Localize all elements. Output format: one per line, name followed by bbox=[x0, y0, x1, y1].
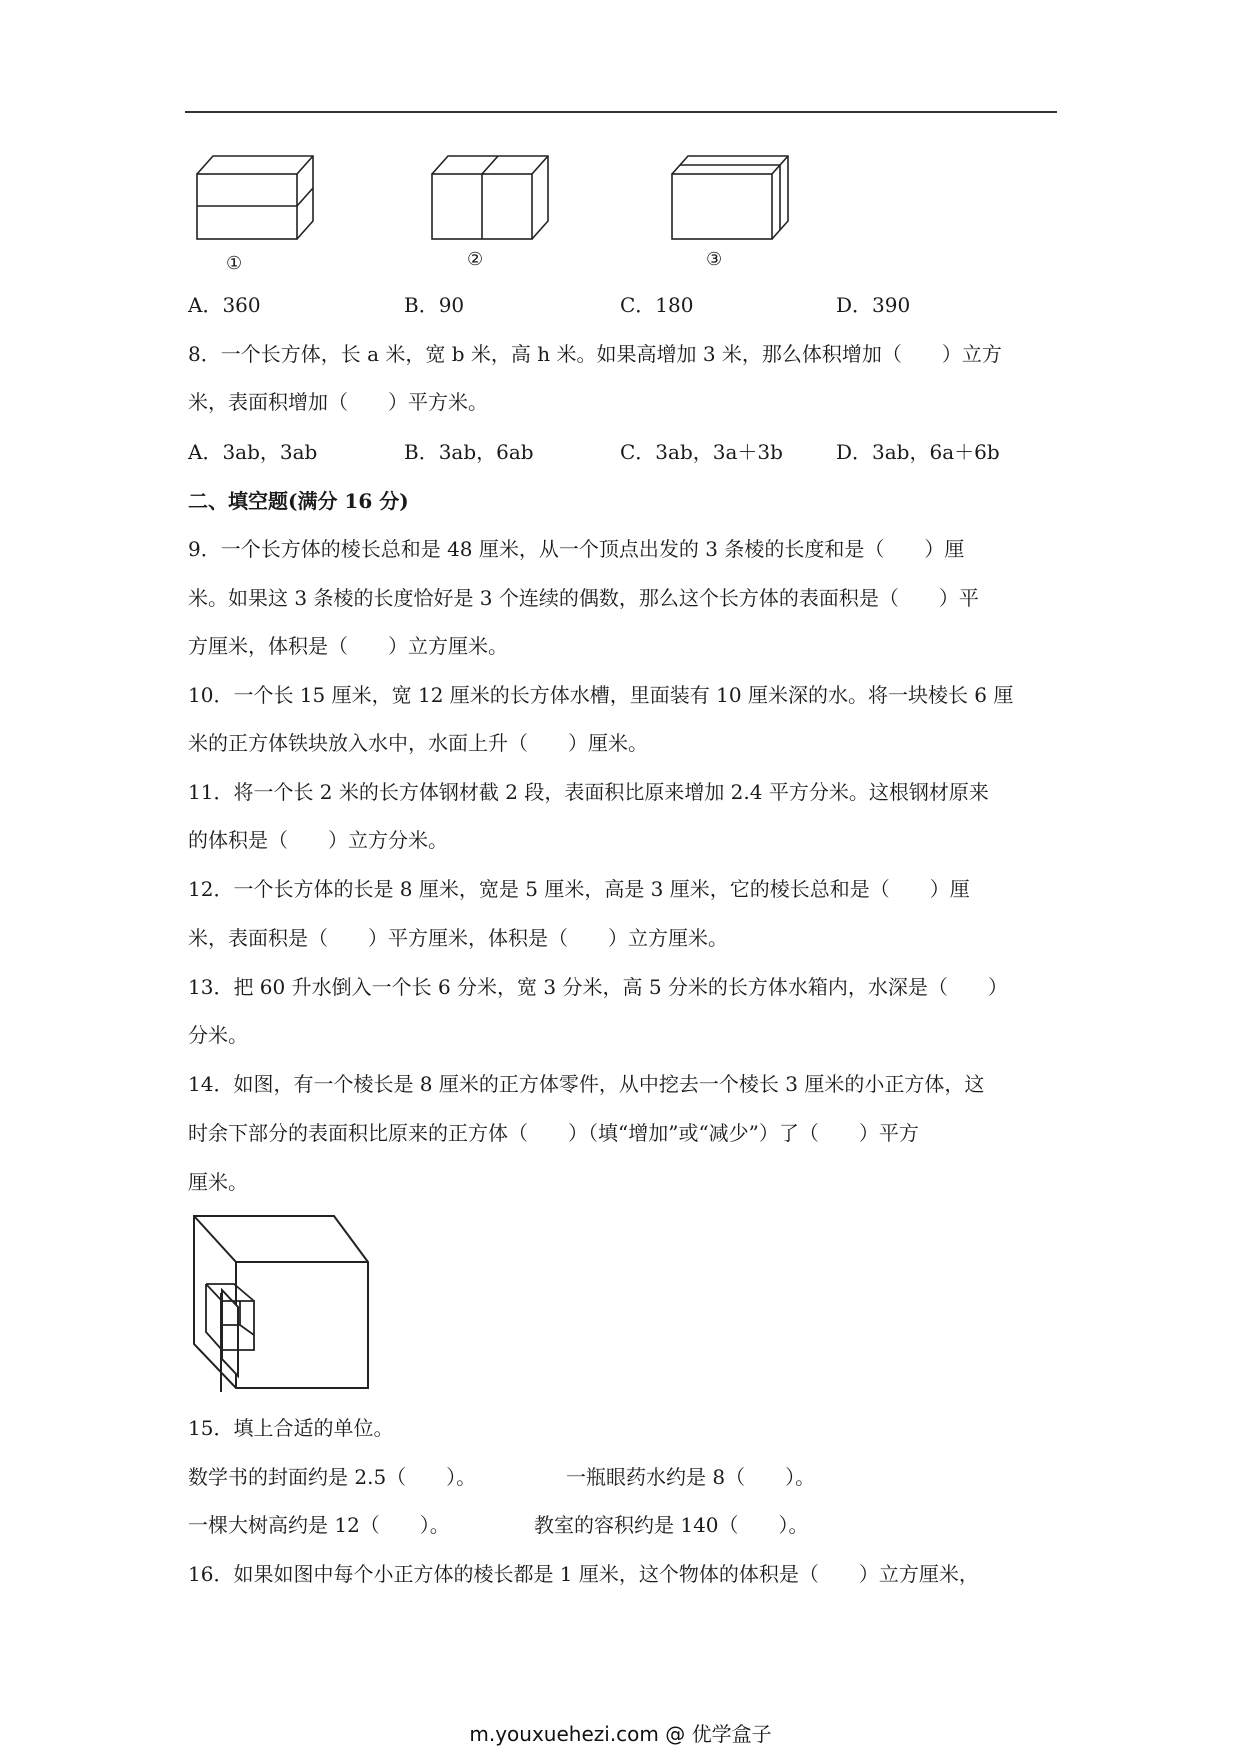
q13-line-1: 13．把 60 升水倒入一个长 6 分米，宽 3 分米，高 5 分米的长方体水箱内，水深是（ ） bbox=[188, 975, 1008, 999]
q7-option-d: D．390 bbox=[836, 293, 911, 317]
q15-item-b: 一瓶眼药水约是 8（ ）。 bbox=[566, 1465, 816, 1489]
q7-option-a: A．360 bbox=[188, 293, 261, 317]
figure-label-3: ③ bbox=[706, 249, 723, 270]
q16-line-1: 16．如果如图中每个小正方体的棱长都是 1 厘米，这个物体的体积是（ ）立方厘米， bbox=[188, 1562, 979, 1586]
q10-line-1: 10．一个长 15 厘米，宽 12 厘米的长方体水槽，里面装有 10 厘米深的水。将一块棱长 6 厘 bbox=[188, 683, 1014, 707]
q14-line-1: 14．如图，有一个棱长是 8 厘米的正方体零件，从中挖去一个棱长 3 厘米的小正方体，这 bbox=[188, 1072, 985, 1096]
q8-line-1: 8．一个长方体，长 a 米，宽 b 米，高 h 米。如果高增加 3 米，那么体积增加（ ）立方 bbox=[188, 342, 1002, 366]
q8-line-2: 米，表面积增加（ ）平方米。 bbox=[188, 390, 488, 414]
q9-line-1: 9．一个长方体的棱长总和是 48 厘米，从一个顶点出发的 3 条棱的长度和是（ ）厘 bbox=[188, 537, 965, 561]
box-figure-2 bbox=[430, 152, 550, 242]
q12-line-2: 米，表面积是（ ）平方厘米，体积是（ ）立方厘米。 bbox=[188, 926, 728, 950]
q15-line-1: 15．填上合适的单位。 bbox=[188, 1416, 394, 1440]
q12-line-1: 12．一个长方体的长是 8 厘米，宽是 5 厘米，高是 3 厘米，它的棱长总和是（ ）厘 bbox=[188, 877, 970, 901]
box-figure-3 bbox=[670, 152, 790, 242]
q8-option-c: C．3ab，3a＋3b bbox=[620, 440, 783, 464]
q10-line-2: 米的正方体铁块放入水中，水面上升（ ）厘米。 bbox=[188, 731, 648, 755]
q14-line-3: 厘米。 bbox=[188, 1170, 248, 1194]
q15-item-d: 教室的容积约是 140（ ）。 bbox=[534, 1513, 809, 1537]
q15-item-c: 一棵大树高约是 12（ ）。 bbox=[188, 1513, 450, 1537]
q8-option-d: D．3ab，6a＋6b bbox=[836, 440, 1000, 464]
figure-label-1: ① bbox=[226, 253, 243, 274]
q8-option-b: B．3ab，6ab bbox=[404, 440, 534, 464]
q8-option-a: A．3ab，3ab bbox=[188, 440, 318, 464]
q7-option-c: C．180 bbox=[620, 293, 694, 317]
header-rule bbox=[185, 111, 1057, 113]
q15-item-a: 数学书的封面约是 2.5（ ）。 bbox=[188, 1465, 477, 1489]
q11-line-2: 的体积是（ ）立方分米。 bbox=[188, 828, 448, 852]
cube-cutout-figure bbox=[192, 1210, 372, 1392]
figure-label-2: ② bbox=[467, 249, 484, 270]
q11-line-1: 11．将一个长 2 米的长方体钢材截 2 段，表面积比原来增加 2.4 平方分米。这根钢材原来 bbox=[188, 780, 989, 804]
section-2-title: 二、填空题(满分 16 分) bbox=[188, 489, 409, 513]
q7-option-b: B．90 bbox=[404, 293, 465, 317]
q9-line-3: 方厘米，体积是（ ）立方厘米。 bbox=[188, 634, 508, 658]
q9-line-2: 米。如果这 3 条棱的长度恰好是 3 个连续的偶数，那么这个长方体的表面积是（ ）平 bbox=[188, 586, 979, 610]
box-figure-1 bbox=[195, 152, 315, 242]
q14-line-2: 时余下部分的表面积比原来的正方体（ ）（填“增加”或“减少”）了（ ）平方 bbox=[188, 1121, 919, 1145]
q13-line-2: 分米。 bbox=[188, 1023, 248, 1047]
footer-watermark: m.youxuehezi.com @ 优学盒子 bbox=[469, 1722, 772, 1746]
